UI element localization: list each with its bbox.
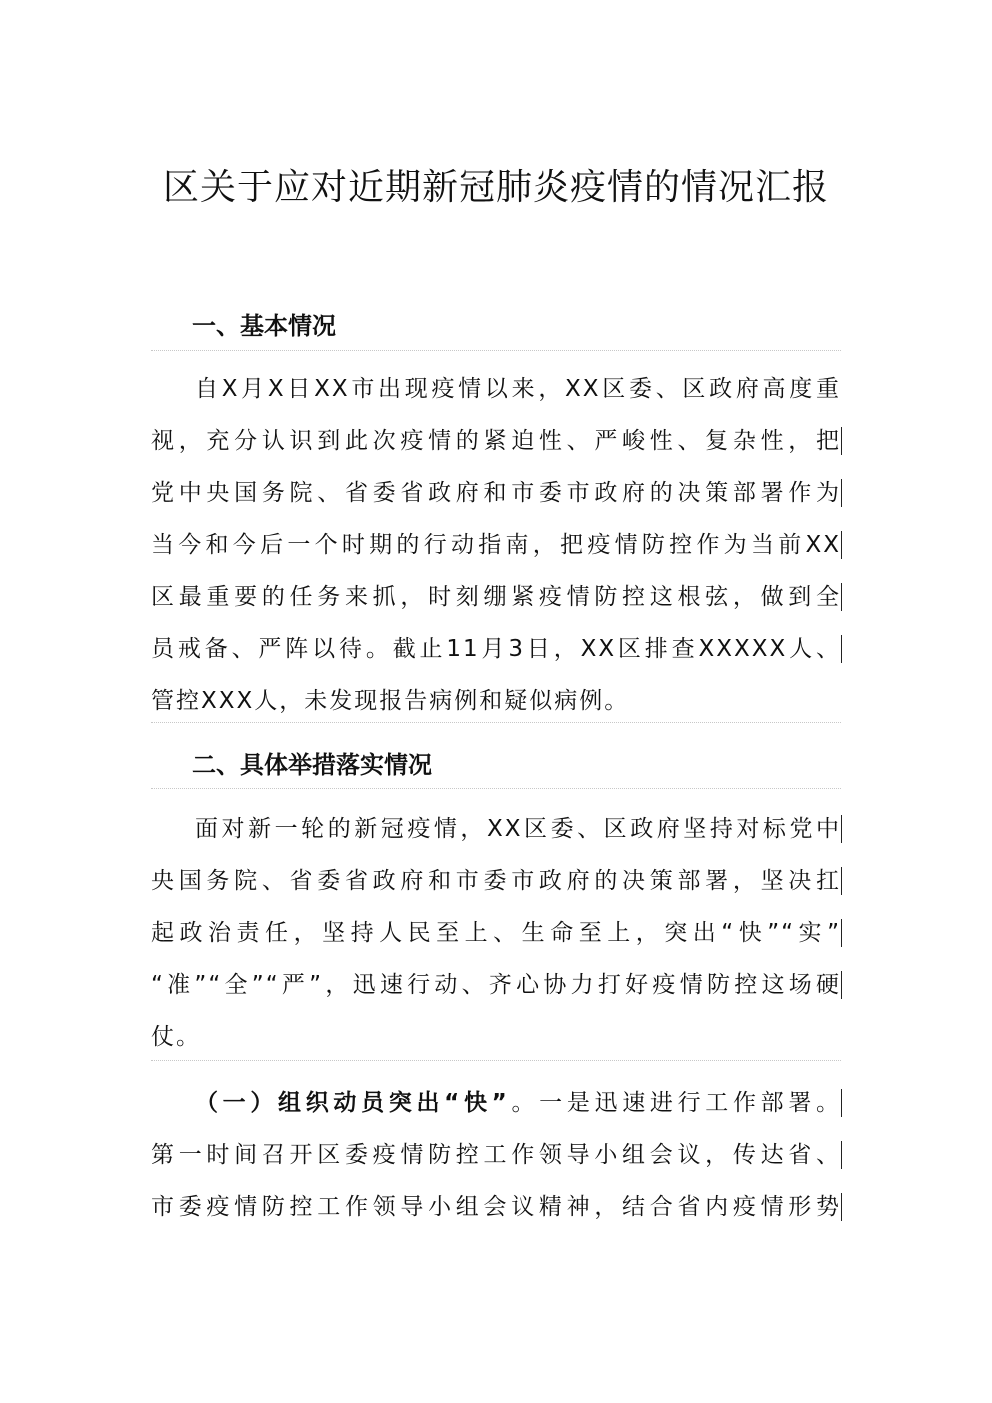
text-line: 区最重要的任务来抓，时刻绷紧疫情防控这根弦，做到全: [151, 584, 841, 610]
paragraph-measures: [151, 803, 841, 1063]
divider: [151, 788, 841, 789]
margin-mark: [841, 1193, 842, 1221]
right-margin-marks: [841, 0, 843, 1403]
text-line: 央国务院、省委省政府和市委市政府的决策部署，坚决扛: [151, 868, 841, 894]
margin-mark: [841, 867, 842, 895]
subsection-lead: （一）组织动员突出“快”: [195, 1090, 509, 1116]
divider: [151, 722, 841, 723]
text-line: 仗。: [151, 1024, 201, 1050]
margin-mark: [841, 919, 842, 947]
paragraph-mobilization: [151, 1077, 841, 1233]
text-line: 管控XXX人，未发现报告病例和疑似病例。: [151, 688, 630, 714]
paragraph-basic-situation: [151, 363, 841, 727]
text-line: 自X月X日XX市出现疫情以来，XX区委、区政府高度重: [195, 376, 841, 402]
margin-mark: [841, 531, 842, 559]
text-line: 市委疫情防控工作领导小组会议精神，结合省内疫情形势: [151, 1194, 841, 1220]
divider: [151, 350, 841, 351]
margin-mark: [841, 479, 842, 507]
margin-mark: [841, 583, 842, 611]
margin-mark: [841, 815, 842, 843]
text-line: 起政治责任，坚持人民至上、生命至上，突出“快”“实”: [151, 920, 841, 946]
text-span: 。一是迅速进行工作部署。: [508, 1090, 841, 1116]
text-line: 当今和今后一个时期的行动指南，把疫情防控作为当前XX: [151, 532, 841, 558]
margin-mark: [841, 427, 842, 455]
text-line: 第一时间召开区委疫情防控工作领导小组会议，传达省、: [151, 1142, 841, 1168]
document-title: 区关于应对近期新冠肺炎疫情的情况汇报: [162, 167, 829, 208]
section-heading-measures: 二、具体举措落实情况: [192, 751, 432, 779]
margin-mark: [841, 635, 842, 663]
text-line: 面对新一轮的新冠疫情，XX区委、区政府坚持对标党中: [195, 816, 841, 842]
text-line: “准”“全”“严”，迅速行动、齐心协力打好疫情防控这场硬: [151, 972, 841, 998]
text-line: 视，充分认识到此次疫情的紧迫性、严峻性、复杂性，把: [151, 428, 841, 454]
section-heading-basic: 一、基本情况: [192, 312, 336, 340]
text-line: [151, 1077, 841, 1129]
margin-mark: [841, 1141, 842, 1169]
margin-mark: [841, 1089, 842, 1117]
text-line: 员戒备、严阵以待。截止11月3日，XX区排查XXXXX人、: [151, 636, 841, 662]
margin-mark: [841, 971, 842, 999]
divider: [151, 1060, 841, 1061]
text-line: 党中央国务院、省委省政府和市委市政府的决策部署作为: [151, 480, 841, 506]
